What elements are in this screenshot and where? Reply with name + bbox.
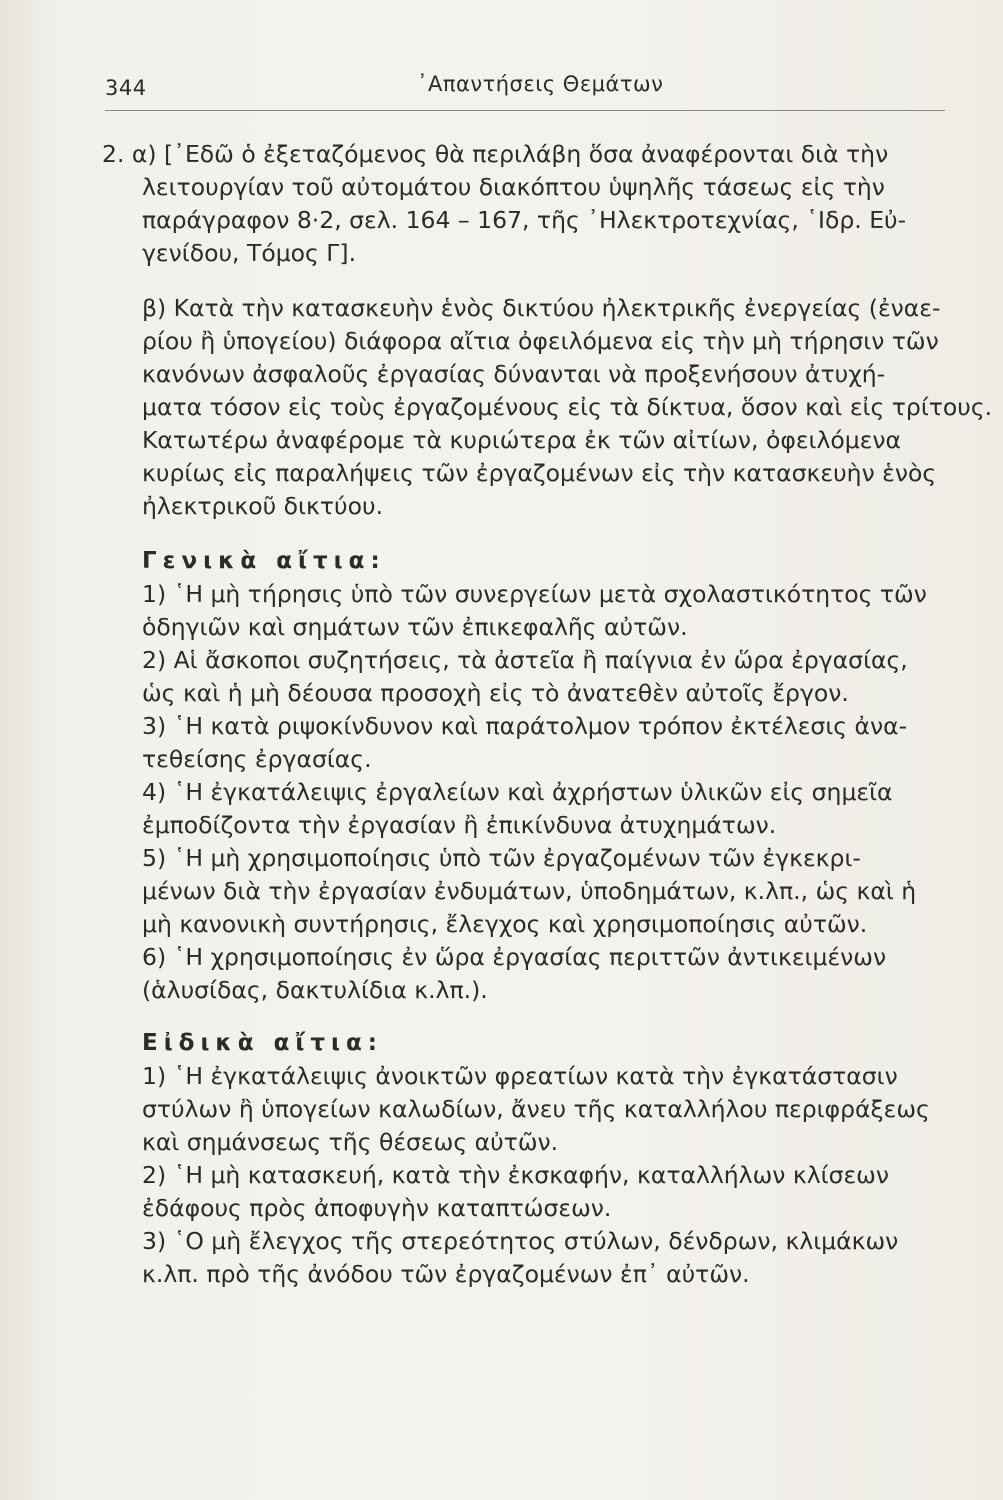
text-line: παράγραφον 8·2, σελ. 164 – 167, τῆς ᾿Ηλεκτροτεχνίας, ῾Ιδρ. Εὐ- [142,206,907,234]
specific-cause-1 [102,1060,962,1159]
text-line: 1) ῾Η ἐγκατάλειψις ἀνοικτῶν φρεατίων κατὰ τὴν ἐγκατάστασιν [142,1062,898,1090]
item-2a-paragraph [102,138,962,270]
text-line: 6) ῾Η χρησιμοποίησις ἐν ὥρα ἐργασίας περιττῶν ἀντικειμένων [142,943,887,971]
text-line: 3) ῾Ο μὴ ἔλεγχος τῆς στερεότητος στύλων, δένδρων, κλιμάκων [142,1227,899,1255]
general-cause-4 [102,776,962,842]
text-line: 5) ῾Η μὴ χρησιμοποίησις ὑπὸ τῶν ἐργαζομένων τῶν ἐγκεκρι- [142,844,861,872]
general-cause-6 [102,941,962,1007]
text-line: 2) Αἱ ἄσκοποι συζητήσεις, τὰ ἀστεῖα ἢ παίγνια ἐν ὥρα ἐργασίας, [142,646,908,674]
text-line: Κατωτέρω ἀναφέρομε τὰ κυριώτερα ἐκ τῶν αἰτίων, ὀφειλόμενα [142,426,902,454]
text-line: καὶ σημάνσεως τῆς θέσεως αὐτῶν. [142,1128,559,1156]
specific-cause-3 [102,1225,962,1291]
text-line: μὴ κανονικὴ συντήρησις, ἔλεγχος καὶ χρησιμοποίησις αὐτῶν. [142,910,868,938]
page-header [105,72,945,112]
text-line: τεθείσης ἐργασίας. [142,745,372,773]
text-line: ρίου ἢ ὑπογείου) διάφορα αἴτια ὀφειλόμενα εἰς τὴν μὴ τήρησιν τῶν [142,327,939,355]
text-line: 1) ῾Η μὴ τήρησις ὑπὸ τῶν συνεργείων μετὰ σχολαστικότητος τῶν [142,580,927,608]
text-line: κ.λπ. πρὸ τῆς ἀνόδου τῶν ἐργαζομένων ἐπ᾿ αὐτῶν. [142,1260,750,1288]
text-line: λειτουργίαν τοῦ αὐτομάτου διακόπτου ὑψηλῆς τάσεως εἰς τὴν [142,173,885,201]
page-body [102,138,993,1291]
text-line: κανόνων ἀσφαλοῦς ἐργασίας δύνανται νὰ προξενήσουν ἀτυχή- [142,360,886,388]
text-line: 2. α) [᾿Εδῶ ὁ ἐξεταζόμενος θὰ περιλάβη ὅσα ἀναφέρονται διὰ τὴν [102,140,889,168]
text-line: ἐδάφους πρὸς ἀποφυγὴν καταπτώσεων. [142,1194,612,1222]
item-2b-paragraph [102,292,993,523]
general-cause-2 [102,644,962,710]
text-line: 3) ῾Η κατὰ ριψοκίνδυνον καὶ παράτολμον τρόπον ἐκτέλεσις ἀνα- [142,712,908,740]
page-number: 344 [105,76,147,100]
text-line: στύλων ἢ ὑπογείων καλωδίων, ἄνευ τῆς καταλλήλου περιφράξεως [142,1095,930,1123]
text-line: γενίδου, Τόμος Γ]. [142,239,357,267]
general-cause-1 [102,578,962,644]
running-title: ᾿Απαντήσεις Θεμάτων [417,72,664,96]
general-causes-heading: Γενικὰ αἴτια: [142,548,386,574]
text-line: ματα τόσον εἰς τοὺς ἐργαζομένους εἰς τὰ δίκτυα, ὅσον καὶ εἰς τρίτους. [142,393,993,421]
text-line: ὡς καὶ ἡ μὴ δέουσα προσοχὴ εἰς τὸ ἀνατεθὲν αὐτοῖς ἔργον. [142,679,849,707]
text-line: ἠλεκτρικοῦ δικτύου. [142,492,384,520]
specific-causes-heading: Εἰδικὰ αἴτια: [142,1030,383,1056]
text-line: ὁδηγιῶν καὶ σημάτων τῶν ἐπικεφαλῆς αὐτῶν. [142,613,688,641]
specific-cause-2 [102,1159,962,1225]
text-line: κυρίως εἰς παραλήψεις τῶν ἐργαζομένων εἰς τὴν κατασκευὴν ἑνὸς [142,459,937,487]
text-line: ἐμποδίζοντα τὴν ἐργασίαν ἢ ἐπικίνδυνα ἀτυχημάτων. [142,811,777,839]
header-rule [105,110,945,111]
general-cause-3 [102,710,962,776]
text-line: β) Κατὰ τὴν κατασκευὴν ἑνὸς δικτύου ἠλεκτρικῆς ἐνεργείας (ἐναε- [142,294,941,322]
text-line: (ἁλυσίδας, δακτυλίδια κ.λπ.). [142,976,488,1004]
text-line: 2) ῾Η μὴ κατασκευή, κατὰ τὴν ἐκσκαφήν, καταλλήλων κλίσεων [142,1161,889,1189]
text-line: μένων διὰ τὴν ἐργασίαν ἐνδυμάτων, ὑποδημάτων, κ.λπ., ὡς καὶ ἡ [142,877,917,905]
text-line: 4) ῾Η ἐγκατάλειψις ἐργαλείων καὶ ἀχρήστων ὑλικῶν εἰς σημεῖα [142,778,893,806]
general-cause-5 [102,842,962,941]
